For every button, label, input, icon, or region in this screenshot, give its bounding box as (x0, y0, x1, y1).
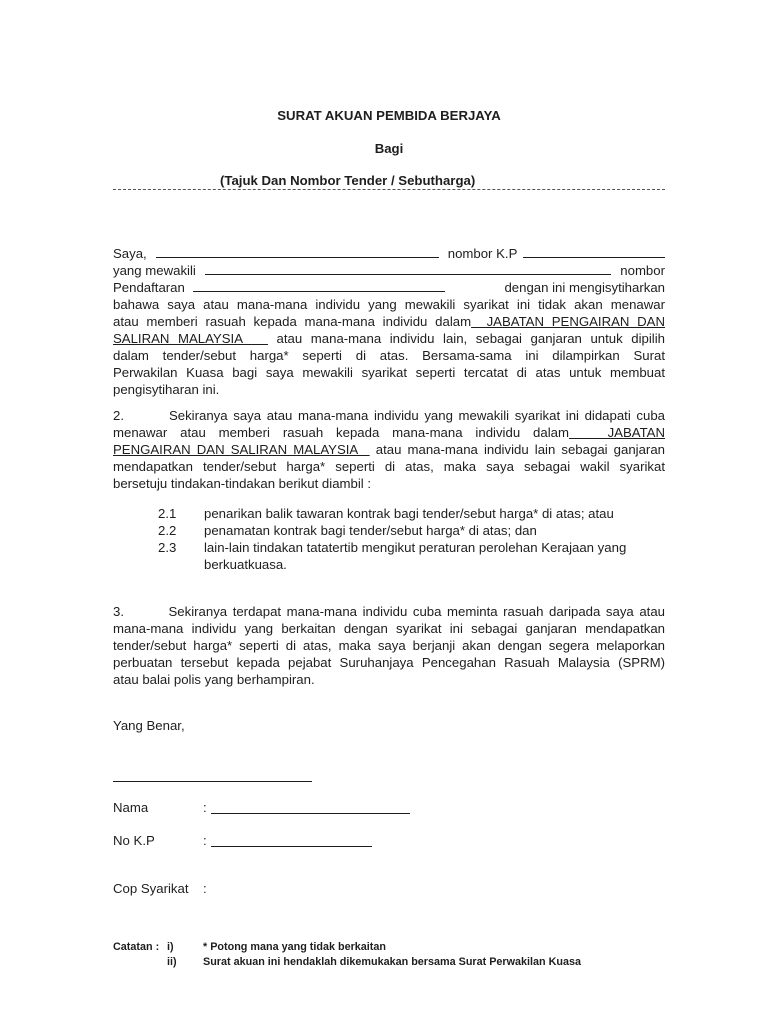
note-i-text: * Potong mana yang tidak berkaitan (203, 941, 386, 953)
dashed-divider (113, 189, 665, 190)
yang-mewakili-label: yang mewakili (113, 263, 196, 278)
registration-line (113, 279, 665, 296)
closing-salutation: Yang Benar, (113, 718, 185, 733)
agency-name-2b: PENGAIRAN DAN SALIRAN MALAYSIA (113, 442, 370, 457)
note-ii-text: Surat akuan ini hendaklah dikemukakan bersama Surat Perwakilan Kuasa (203, 956, 582, 968)
nama-blank[interactable] (211, 801, 410, 814)
cop-syarikat-colon: : (203, 881, 207, 896)
p1-line-6 (113, 330, 665, 347)
list-num: 2.3 (158, 540, 177, 555)
p3-line-3: tender/sebut harga* seperti di atas, maka saya berjanji akan dengan segera melaporkan (113, 638, 665, 653)
signature-line[interactable] (113, 781, 312, 782)
list-text: penamatan kontrak bagi tender/sebut harga* di atas; dan (204, 523, 537, 538)
pendaftaran-label: Pendaftaran (113, 280, 185, 295)
list-item (158, 522, 626, 539)
document-subheading: Bagi (374, 141, 404, 156)
p1-line-7: dalam tender/sebut harga* seperti di atas. Bersama-sama ini dilampirkan Surat (113, 348, 665, 363)
p1-l5a: atau memberi rasuah kepada mana-mana individu dalam (113, 314, 472, 329)
p2-l3b: atau mana-mana individu lain sebagai ganjaran (369, 442, 665, 457)
ic-number-blank[interactable] (523, 245, 665, 258)
list-text: lain-lain tindakan tatatertib mengikut peraturan perolehan Kerajaan yang (204, 540, 627, 555)
name-blank[interactable] (156, 245, 439, 258)
p2-l2a: menawar atau memberi rasuah kepada mana-mana individu dalam (113, 425, 569, 440)
note-i-num: i) (167, 941, 174, 953)
p2-line-3 (113, 441, 665, 458)
registration-blank[interactable] (193, 279, 445, 292)
p2-line-2 (113, 424, 665, 441)
saya-label: Saya, (113, 246, 147, 261)
nama-label: Nama (113, 800, 149, 815)
nombor-kp-label: nombor K.P (447, 246, 518, 261)
paragraph-1 (113, 245, 665, 398)
paragraph-2 (113, 407, 665, 492)
agency-name-2: JABATAN (568, 425, 665, 440)
list-num: 2.2 (158, 523, 177, 538)
no-kp-blank[interactable] (211, 834, 372, 847)
list-num: 2.1 (158, 506, 177, 521)
p3-line-4: perbuatan tersebut kepada pejabat Suruhanjaya Pencegahan Rasuah Malaysia (SPRM) (113, 655, 665, 670)
p1-line-4: bahawa saya atau mana-mana individu yang mewakili syarikat ini tidak akan menawar (113, 297, 665, 312)
cop-syarikat-label: Cop Syarikat (113, 881, 189, 896)
document-title: SURAT AKUAN PEMBIDA BERJAYA (277, 108, 501, 123)
nombor-label: nombor (620, 263, 665, 278)
list-item (158, 539, 626, 556)
p1-l6b: atau mana-mana individu lain, sebagai ganjaran untuk dipilih (267, 331, 665, 346)
company-blank[interactable] (205, 262, 611, 275)
p2-line-5: bersetuju tindakan-tindakan berikut diambil : (113, 476, 372, 491)
p1-line-9: pengisytiharan ini. (113, 382, 220, 397)
p1-line-8: Perwakilan Kuasa bagi saya mewakili syarikat seperti tercatat di atas untuk membuat (113, 365, 665, 380)
p2-line-1: 2. Sekiranya saya atau mana-mana individu yang mewakili syarikat ini didapati cuba (113, 408, 665, 423)
list-item (158, 505, 626, 522)
paragraph-3 (113, 603, 665, 688)
p3-line-1: 3. Sekiranya terdapat mana-mana individu cuba meminta rasuah daripada saya atau (113, 604, 665, 619)
p3-line-5: atau balai polis yang berhampiran. (113, 672, 315, 687)
company-line (113, 262, 665, 279)
p1-line-5 (113, 313, 665, 330)
name-line (113, 245, 665, 262)
action-list (158, 505, 626, 573)
list-text: penarikan balik tawaran kontrak bagi tender/sebut harga* di atas; atau (204, 506, 614, 521)
list-item-continuation: berkuatkuasa. (204, 557, 287, 572)
agency-name-1b: SALIRAN MALAYSIA (113, 331, 268, 346)
note-ii-num: ii) (167, 956, 177, 968)
nama-colon: : (203, 800, 207, 815)
tender-title-placeholder: (Tajuk Dan Nombor Tender / Sebutharga) (220, 173, 476, 188)
p2-line-4: mendapatkan tender/sebut harga* seperti di atas, maka saya sebagai wakil syarikat (113, 459, 665, 474)
no-kp-colon: : (203, 833, 207, 848)
dengan-text: dengan ini mengisytiharkan (504, 280, 665, 295)
no-kp-label: No K.P (113, 833, 155, 848)
agency-name-1: JABATAN PENGAIRAN DAN (471, 314, 666, 329)
p3-line-2: mana-mana individu yang berkaitan dengan syarikat ini sebagai ganjaran mendapatkan (113, 621, 665, 636)
catatan-label: Catatan : (113, 941, 160, 953)
